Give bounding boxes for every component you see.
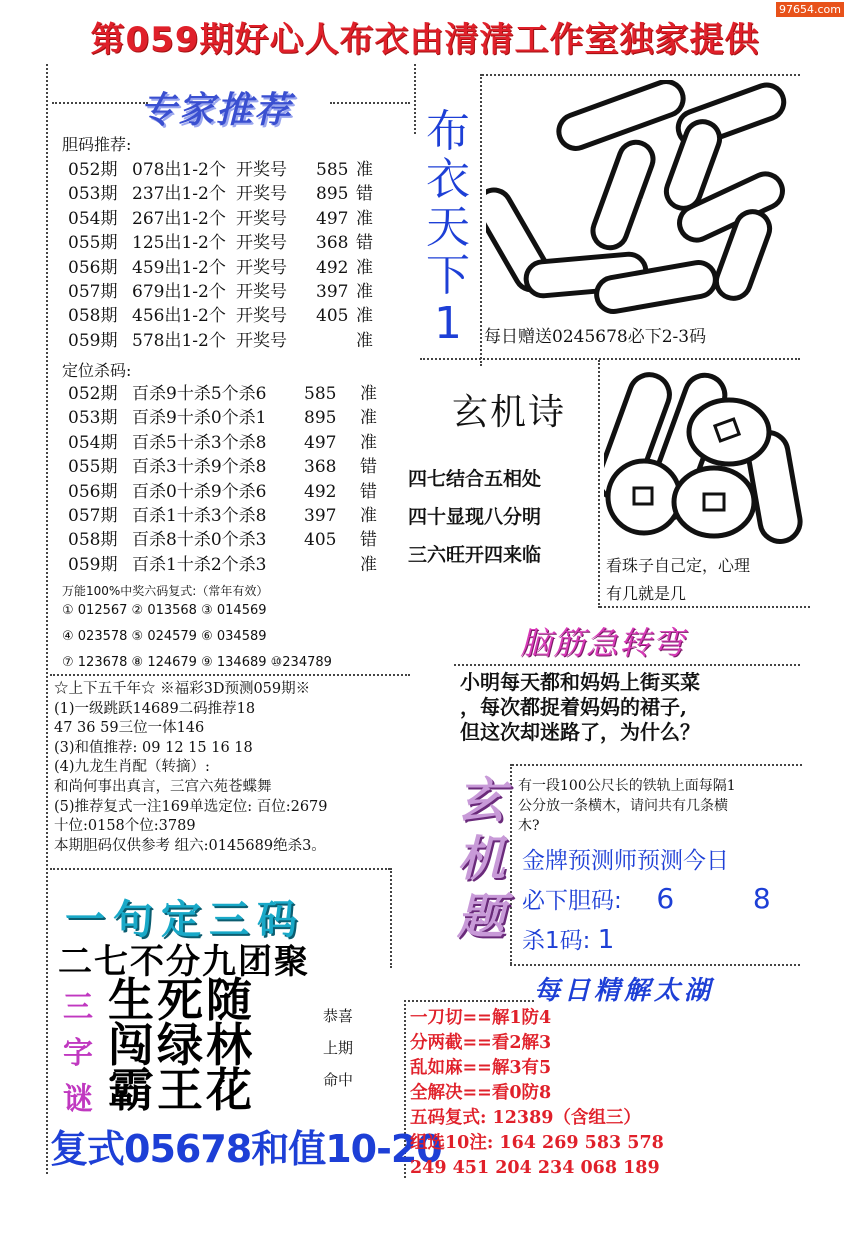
char: 恭喜 <box>322 1007 353 1025</box>
list-item: 249 451 204 234 068 189 <box>410 1158 660 1178</box>
cell-pick: 百杀1十杀2个杀3 <box>132 554 267 575</box>
list-item: 公分放一条横木，请问共有几条横 <box>518 798 728 814</box>
list-item: 生死随 <box>108 973 255 1027</box>
must-row <box>522 882 771 915</box>
cell-res: 准 <box>356 330 373 351</box>
divider <box>52 102 148 104</box>
cell-res: 错 <box>356 184 373 205</box>
image-digits: 25 <box>641 200 643 201</box>
cell-res: 准 <box>356 208 373 229</box>
cell-period: 055期 <box>68 233 118 254</box>
table-row <box>68 280 373 304</box>
cell-num: 368 <box>316 233 349 254</box>
cell-pick: 237出1-2个 <box>132 184 226 205</box>
list-item: 但这次却迷路了，为什么？ <box>460 720 700 744</box>
table-row <box>68 158 373 182</box>
char: 命中 <box>322 1071 353 1089</box>
cell-num: 368 <box>304 457 337 478</box>
cell-pick: 459出1-2个 <box>132 257 226 278</box>
buyi-vertical-title <box>420 108 476 348</box>
char: 上期 <box>322 1039 353 1057</box>
riddle-vertical-title <box>455 772 507 946</box>
list-item: 本期胆码仅供参考 组六:0145689绝杀3。 <box>54 837 326 854</box>
wanneng-list <box>62 598 332 676</box>
cell-period: 058期 <box>68 530 118 551</box>
cell-period: 059期 <box>68 330 118 351</box>
cell-lbl: 开奖号 <box>236 208 287 229</box>
cell-period: 053期 <box>68 184 118 205</box>
must-label: 必下胆码: <box>522 888 622 914</box>
cell-lbl: 开奖号 <box>236 233 287 254</box>
list-item: 五码复式: 12389（含组三） <box>410 1108 641 1128</box>
list-item: 全解决==看0防8 <box>410 1083 552 1103</box>
coin <box>689 400 769 464</box>
cell-res: 错 <box>360 481 377 502</box>
cell-num: 397 <box>316 281 349 302</box>
char: 三 <box>63 990 93 1025</box>
list-item: 一刀切==解1防4 <box>410 1008 552 1028</box>
page-title: 第059期好心人布衣由清清工作室独家提供 <box>90 20 760 60</box>
danma-list <box>68 158 373 353</box>
list-item: 分两截==看2解3 <box>410 1033 552 1053</box>
cell-res: 错 <box>356 233 373 254</box>
char: 衣 <box>426 154 470 205</box>
cell-pick: 百杀9十杀5个杀6 <box>132 384 267 404</box>
cell-num: 492 <box>304 481 337 502</box>
poem-lines <box>408 460 541 574</box>
must-a: 6 <box>656 882 675 915</box>
divider <box>390 868 392 968</box>
kill-one-row <box>522 922 614 955</box>
list-item: 闯绿林 <box>108 1018 255 1072</box>
cell-res: 准 <box>360 554 377 575</box>
list-item: 有几就是几 <box>606 584 687 603</box>
char: 字 <box>63 1036 93 1071</box>
cell-period: 058期 <box>68 306 118 327</box>
congrats-text <box>318 1000 358 1096</box>
watermark: 97654.com <box>776 2 844 17</box>
list-item: 和尚何事出真言，三宫六苑苍蝶舞 <box>54 778 272 795</box>
cell-pick: 078出1-2个 <box>132 160 226 180</box>
one-phrase-text: 二七不分九团聚 <box>58 942 310 982</box>
cell-period: 057期 <box>68 281 118 302</box>
divider <box>330 102 410 104</box>
must-b: 8 <box>752 882 771 915</box>
list-item: 四十显现八分明 <box>408 506 542 528</box>
table-row <box>68 207 373 231</box>
list-item: 十位:0158个位:3789 <box>54 818 196 835</box>
cell-pick: 125出1-2个 <box>132 233 226 254</box>
list-item: 四七结合五相处 <box>408 468 542 490</box>
char: 下 <box>426 250 470 301</box>
gold-title: 金牌预测师预测今日 <box>522 848 729 874</box>
cell-res: 错 <box>360 457 377 478</box>
brain-teaser-title: 脑筋急转弯 <box>520 624 686 662</box>
cell-num: 405 <box>304 530 337 551</box>
cell-lbl: 开奖号 <box>236 281 287 302</box>
list-item: 47 36 59三位一体146 <box>54 720 205 737</box>
list-item: 霸王花 <box>108 1063 255 1117</box>
cell-period: 052期 <box>68 384 118 404</box>
cell-pick: 百杀3十杀9个杀8 <box>132 457 267 478</box>
table-row <box>68 406 377 430</box>
list-item: 小明每天都和妈妈上街买菜 <box>460 670 700 694</box>
list-item: 组选10注: 164 269 583 578 <box>410 1133 664 1153</box>
list-item: (1)一级跳跃14689二码推荐18 <box>54 700 256 717</box>
riddle-question <box>518 776 736 836</box>
cell-lbl: 开奖号 <box>236 184 287 205</box>
taihu-title: 每日精解太湖 <box>534 976 715 1006</box>
pill-shape <box>588 138 658 253</box>
three-word-lines <box>108 973 255 1117</box>
list-item: 乱如麻==解3有5 <box>410 1058 552 1078</box>
pill-shape <box>554 80 688 153</box>
table-row <box>68 382 377 406</box>
pill-digits-image <box>486 80 796 320</box>
divider <box>482 74 800 76</box>
expert-header: 专家推荐 <box>140 89 293 131</box>
table-row <box>68 329 373 353</box>
cell-period: 052期 <box>68 160 118 180</box>
kill-list <box>68 382 377 577</box>
list-item: (3)和值推荐: 09 12 15 16 18 <box>54 739 253 756</box>
cell-res: 准 <box>356 257 373 278</box>
cell-lbl: 开奖号 <box>236 257 287 278</box>
list-item: ⑦ 123678 ⑧ 124679 ⑨ 134689 ⑩234789 <box>62 655 332 670</box>
forecast-block <box>54 680 328 856</box>
divider <box>50 868 390 870</box>
kill-label: 定位杀码: <box>62 361 132 380</box>
list-item: ☆上下五千年☆ ※福彩3D预测059期※ <box>54 681 311 697</box>
cell-num: 895 <box>316 184 349 205</box>
cell-num: 585 <box>304 384 337 404</box>
divider <box>46 64 48 1174</box>
char: 1 <box>434 298 462 349</box>
cell-pick: 百杀1十杀3个杀8 <box>132 505 267 526</box>
list-item: (4)九龙生肖配（转摘）: <box>54 759 210 776</box>
cell-num: 497 <box>304 432 337 453</box>
divider <box>414 64 416 134</box>
char: 天 <box>426 202 470 253</box>
kill-one-label: 杀1码: <box>522 928 591 954</box>
cell-res: 准 <box>356 306 373 327</box>
cell-lbl: 开奖号 <box>236 306 287 327</box>
cell-num: 585 <box>316 160 349 180</box>
cell-period: 054期 <box>68 432 118 453</box>
cell-res: 准 <box>356 160 373 180</box>
cell-period: 056期 <box>68 481 118 502</box>
cell-num: 397 <box>304 505 337 526</box>
cell-period: 054期 <box>68 208 118 229</box>
char: 玄 <box>456 773 505 829</box>
cell-pick: 百杀0十杀9个杀6 <box>132 481 267 502</box>
cell-pick: 679出1-2个 <box>132 281 226 302</box>
list-item: 有一段100公尺长的铁轨上面每隔1 <box>518 778 736 794</box>
coin <box>608 461 680 533</box>
divider <box>510 964 800 966</box>
cell-period: 057期 <box>68 505 118 526</box>
cell-pick: 百杀8十杀0个杀3 <box>132 530 267 551</box>
divider <box>454 664 800 666</box>
divider <box>420 358 800 360</box>
poem-note <box>606 552 750 608</box>
divider <box>598 360 600 608</box>
brain-teaser-question <box>460 670 700 745</box>
char: 谜 <box>63 1082 93 1117</box>
list-item: ④ 023578 ⑤ 024579 ⑥ 034589 <box>62 629 267 644</box>
cell-period: 059期 <box>68 554 118 575</box>
cell-lbl: 开奖号 <box>236 330 287 351</box>
cell-pick: 百杀5十杀3个杀8 <box>132 432 267 453</box>
list-item: ，每次都捉着妈妈的裙子, <box>460 695 687 719</box>
list-item: 看珠子自己定，心理 <box>606 556 751 575</box>
three-word-label <box>58 985 98 1123</box>
coins-image <box>604 362 810 552</box>
cell-res: 准 <box>360 408 377 429</box>
cell-res: 准 <box>360 505 377 526</box>
cell-num: 492 <box>316 257 349 278</box>
cell-num: 895 <box>304 408 337 429</box>
table-row <box>68 304 373 328</box>
wanneng-label: 万能100%中奖六码复式:（常年有效） <box>62 584 269 598</box>
cell-period: 055期 <box>68 457 118 478</box>
cell-lbl: 开奖号 <box>236 160 287 180</box>
table-row <box>68 231 373 255</box>
list-item: 三六旺开四来临 <box>408 544 542 566</box>
cell-num: 405 <box>316 306 349 327</box>
cell-res: 准 <box>356 281 373 302</box>
divider <box>480 74 482 366</box>
table-row <box>68 182 373 206</box>
cell-pick: 百杀9十杀0个杀1 <box>132 408 267 429</box>
one-phrase-title: 一句定三码 <box>65 896 305 943</box>
char: 题 <box>456 889 505 945</box>
cell-num: 497 <box>316 208 349 229</box>
cell-res: 准 <box>360 432 377 453</box>
coin <box>674 468 754 536</box>
gift-text: 每日赠送0245678必下2-3码 <box>484 327 707 347</box>
divider <box>512 764 802 766</box>
list-item: 木? <box>518 818 540 834</box>
poem-title: 玄机诗 <box>452 392 567 433</box>
cell-res: 准 <box>360 384 377 404</box>
cell-res: 错 <box>360 530 377 551</box>
list-item: (5)推荐复式一注169单选定位: 百位:2679 <box>54 798 328 815</box>
table-row <box>68 256 373 280</box>
cell-pick: 456出1-2个 <box>132 306 226 327</box>
table-row <box>68 455 377 479</box>
cell-pick: 578出1-2个 <box>132 330 226 351</box>
cell-pick: 267出1-2个 <box>132 208 226 229</box>
divider <box>510 764 512 964</box>
cell-period: 056期 <box>68 257 118 278</box>
kill-one-value: 1 <box>597 925 615 955</box>
table-row <box>68 504 377 528</box>
char: 机 <box>456 831 505 887</box>
fushi-banner: 复式05678和值10-20 <box>50 1127 442 1171</box>
table-row <box>68 553 377 577</box>
table-row <box>68 528 377 552</box>
cell-period: 053期 <box>68 408 118 429</box>
table-row <box>68 431 377 455</box>
list-item: ① 012567 ② 013568 ③ 014569 <box>62 603 267 618</box>
danma-label: 胆码推荐: <box>62 135 132 154</box>
divider <box>404 1000 534 1002</box>
char: 布 <box>426 106 470 157</box>
table-row <box>68 480 377 504</box>
taihu-list <box>410 1006 664 1181</box>
